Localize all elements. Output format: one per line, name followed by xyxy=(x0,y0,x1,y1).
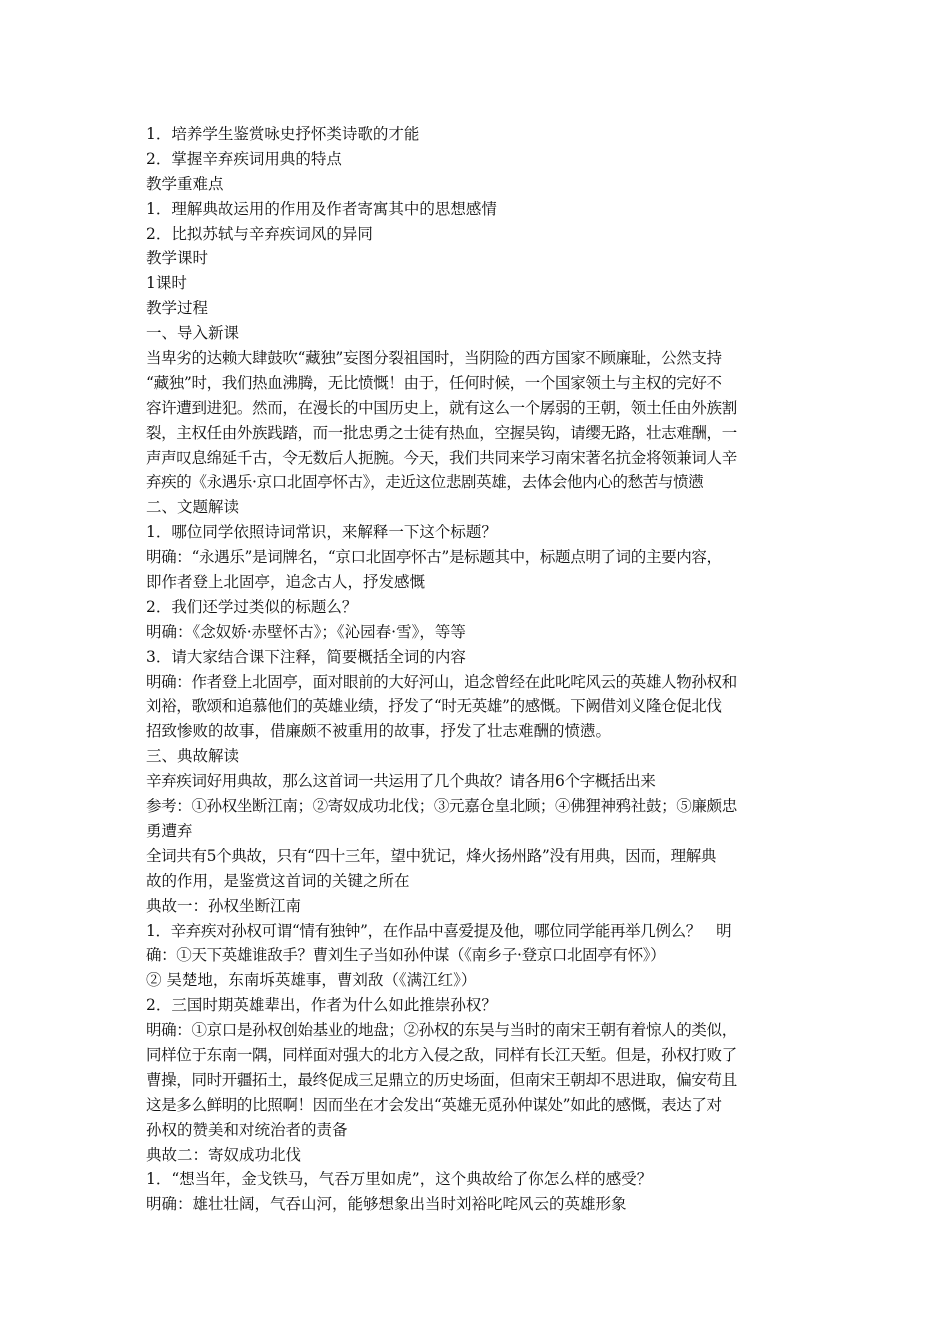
text-line: 1．“想当年，金戈铁马，气吞万里如虎”，这个典故给了你怎么样的感受？ xyxy=(146,1170,653,1189)
text-line: 2．我们还学过类似的标题么？ xyxy=(146,597,358,616)
text-line: 明确：作者登上北固亭，面对眼前的大好河山，追念曾经在此叱咤风云的英雄人物孙权和 xyxy=(146,672,737,691)
text-line: 1课时 xyxy=(146,274,187,293)
text-line: “藏独”时，我们热血沸腾，无比愤慨！由于，任何时候，一个国家领土与主权的完好不 xyxy=(146,373,722,392)
text-line: 1．哪位同学依照诗词常识，来解释一下这个标题？ xyxy=(146,523,497,542)
text-line: 容许遭到进犯。然而，在漫长的中国历史上，就有这么一个孱弱的王朝，领土任由外族割 xyxy=(146,398,737,417)
text-line: 即作者登上北固亭，追念古人，抒发感慨 xyxy=(146,573,426,592)
section-heading: 三、典故解读 xyxy=(146,747,240,766)
section-heading: 教学过程 xyxy=(146,299,209,318)
text-line: 明确：“永遇乐”是词牌名，“京口北固亭怀古”是标题其中，标题点明了词的主要内容， xyxy=(146,548,722,567)
text-line: 参考：①孙权坐断江南；②寄奴成功北伐；③元嘉仓皇北顾；④佛狸神鸦社鼓；⑤廉颇忠 xyxy=(146,797,737,816)
text-line: 刘裕，歌颂和追慕他们的英雄业绩，抒发了“时无英雄”的感慨。下阙借刘义隆仓促北伐 xyxy=(146,697,722,716)
text-line: 2．三国时期英雄辈出，作者为什么如此推崇孙权？ xyxy=(146,996,497,1015)
text-line: 辛弃疾词好用典故，那么这首词一共运用了几个典故？请各用6个字概括出来 xyxy=(146,772,656,791)
text-line: 1．辛弃疾对孙权可谓“情有独钟”，在作品中喜爱提及他，哪位同学能再举几例么？ 明 xyxy=(146,921,732,940)
text-line: 1．培养学生鉴赏咏史抒怀类诗歌的才能 xyxy=(146,125,420,143)
text-line: 2．掌握辛弃疾词用典的特点 xyxy=(146,149,342,168)
text-line: 明确：《念奴娇·赤壁怀古》；《沁园春·雪》，等等 xyxy=(146,622,466,641)
section-heading: 教学重难点 xyxy=(146,174,224,193)
document-body xyxy=(146,122,822,1217)
text-line: 3．请大家结合课下注释，简要概括全词的内容 xyxy=(146,647,466,666)
text-line: 确：①天下英雄谁敌手？曹刘生子当如孙仲谋（《南乡子·登京口北固亭有怀》） xyxy=(146,946,666,965)
text-line: 1．理解典故运用的作用及作者寄寓其中的思想感情 xyxy=(146,199,497,218)
text-line: 勇遭弃 xyxy=(146,821,193,840)
subsection-heading: 典故二：寄奴成功北伐 xyxy=(146,1145,302,1164)
text-line: 声声叹息绵延千古，令无数后人扼腕。今天，我们共同来学习南宋著名抗金将领兼词人辛 xyxy=(146,448,737,467)
text-line: ② 吴楚地，东南坼英雄事，曹刘敌（《满江红》） xyxy=(146,971,477,990)
text-line: 明确：雄壮壮阔，气吞山河，能够想象出当时刘裕叱咤风云的英雄形象 xyxy=(146,1195,627,1214)
text-line: 全词共有5个典故，只有“四十三年，望中犹记，烽火扬州路”没有用典，因而，理解典 xyxy=(146,846,717,865)
text-line: 这是多么鲜明的比照啊！因而坐在才会发出“英雄无觅孙仲谋处”如此的感慨，表达了对 xyxy=(146,1095,722,1114)
section-heading: 教学课时 xyxy=(146,249,209,268)
text-line: 当卑劣的达赖大肆鼓吹“藏独”妄图分裂祖国时，当阴险的西方国家不顾廉耻，公然支持 xyxy=(146,349,722,368)
text-line: 曹操，同时开疆拓土，最终促成三足鼎立的历史场面，但南宋王朝却不思进取，偏安苟且 xyxy=(146,1070,737,1089)
section-heading: 二、文题解读 xyxy=(146,498,240,517)
text-line: 故的作用，是鉴赏这首词的关键之所在 xyxy=(146,871,410,890)
section-heading: 一、导入新课 xyxy=(146,324,240,343)
text-line: 招致惨败的故事，借廉颇不被重用的故事，抒发了壮志难酬的愤懑。 xyxy=(146,722,612,741)
text-line: 同样位于东南一隅，同样面对强大的北方入侵之敌，同样有长江天堑。但是，孙权打败了 xyxy=(146,1045,737,1064)
text-line: 2．比拟苏轼与辛弃疾词风的异同 xyxy=(146,224,373,243)
text-line: 弃疾的《永遇乐·京口北固亭怀古》，走近这位悲剧英雄，去体会他内心的愁苦与愤懑 xyxy=(146,473,704,492)
subsection-heading: 典故一：孙权坐断江南 xyxy=(146,896,302,915)
text-line: 明确：①京口是孙权创始基业的地盘；②孙权的东吴与当时的南宋王朝有着惊人的类似， xyxy=(146,1021,737,1040)
text-line: 孙权的赞美和对统治者的责备 xyxy=(146,1120,348,1139)
text-line: 裂，主权任由外族践踏，而一批忠勇之士徒有热血，空握吴钩，请缨无路，壮志难酬，一 xyxy=(146,423,737,442)
